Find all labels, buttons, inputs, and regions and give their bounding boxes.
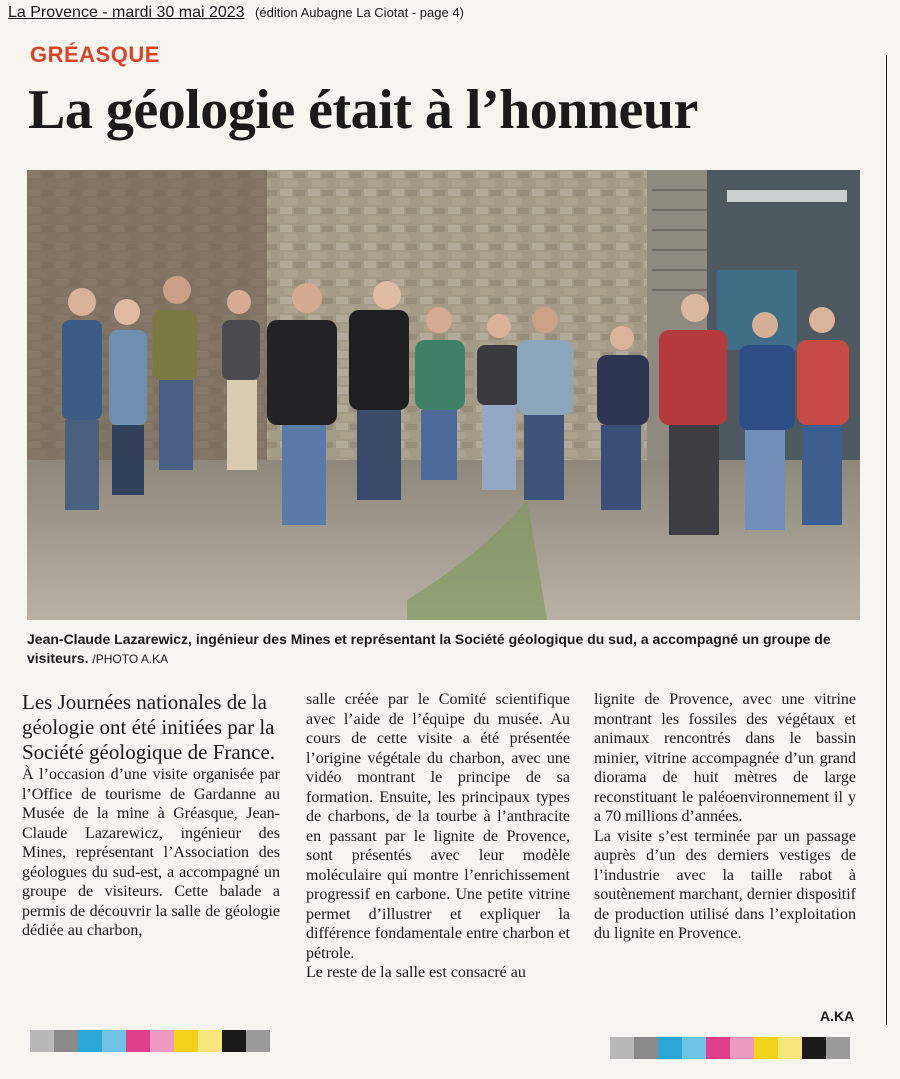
color-swatch: [634, 1037, 658, 1059]
color-swatch: [826, 1037, 850, 1059]
edition-line: (édition Aubagne La Ciotat - page 4): [255, 5, 464, 20]
color-swatch: [802, 1037, 826, 1059]
caption-text: Jean-Claude Lazarewicz, ingénieur des Mines et représentant la Société géologique du sud, a accompagné un groupe de visiteurs.: [27, 631, 831, 666]
article-column-1: [22, 690, 280, 941]
article-column-3: [594, 690, 856, 944]
color-swatch: [610, 1037, 634, 1059]
page-header: [8, 4, 464, 22]
color-swatch: [658, 1037, 682, 1059]
column-rule: [886, 55, 887, 1025]
color-swatch: [54, 1030, 78, 1052]
article-chapo: Les Journées nationales de la géologie ont été initiées par la Société géologique de France.: [22, 690, 276, 764]
color-swatch: [754, 1037, 778, 1059]
color-swatch: [246, 1030, 270, 1052]
article-column-2: [306, 690, 570, 983]
photo-caption: [27, 630, 867, 669]
color-swatch: [706, 1037, 730, 1059]
color-swatch: [174, 1030, 198, 1052]
print-colorbar-right: [610, 1037, 850, 1059]
group-photo: [27, 170, 860, 620]
color-swatch: [126, 1030, 150, 1052]
color-swatch: [198, 1030, 222, 1052]
article-paragraph: lignite de Provence, avec une vitrine montrant les fossiles des végétaux et animaux rencontrés dans le bassin minier, vitrine accompagnée d’un grand diorama de huit mètres de large reconstituant le paléoenvironnement il y a 70 millions d’années.: [594, 691, 856, 825]
photo-credit: /PHOTO A.KA: [92, 652, 169, 666]
color-swatch: [30, 1030, 54, 1052]
color-swatch: [102, 1030, 126, 1052]
color-swatch: [150, 1030, 174, 1052]
color-swatch: [730, 1037, 754, 1059]
color-swatch: [78, 1030, 102, 1052]
rubric-label: GRÉASQUE: [30, 42, 160, 67]
headline: La géologie était à l’honneur: [28, 79, 698, 141]
color-swatch: [222, 1030, 246, 1052]
article-paragraph: La visite s’est terminée par un passage auprès d’un des derniers vestiges de l’industrie avec la taille rabot à soutènement marchant, dernier dispositif de production utilisé dans l’exploitation du lignite en Provence.: [594, 827, 856, 942]
article-paragraph: salle créée par le Comité scientifique avec l’aide de l’équipe du musée. Au cours de cette visite a été présentée l’origine végétale du charbon, avec une vidéo montrant le principe de sa formation. Ensuite, les principaux types de charbons, de la tourbe à l’anthracite en passant par le lignite de Provence, sont présentés avec leur modèle moléculaire qui montre l’enrichissement progressif en carbone. Une petite vitrine permet d’illustrer et expliquer la différence fondamentale entre charbon et pétrole.: [306, 691, 570, 962]
color-swatch: [682, 1037, 706, 1059]
author-signature: A.KA: [820, 1008, 855, 1024]
article-paragraph: Le reste de la salle est consacré au: [306, 964, 526, 981]
print-colorbar-left: [30, 1030, 270, 1052]
publication-line: La Provence - mardi 30 mai 2023: [8, 4, 245, 21]
article-paragraph: À l’occasion d’une visite organisée par l’Office de tourisme de Gardanne au Musée de la mine à Gréasque, Jean-Claude Lazarewicz, ingénieur des Mines, représentant l’Association des géologues du sud-est, a accompagné un groupe de visiteurs. Cette balade a permis de découvrir la salle de géologie dédiée au charbon,: [22, 766, 280, 939]
color-swatch: [778, 1037, 802, 1059]
